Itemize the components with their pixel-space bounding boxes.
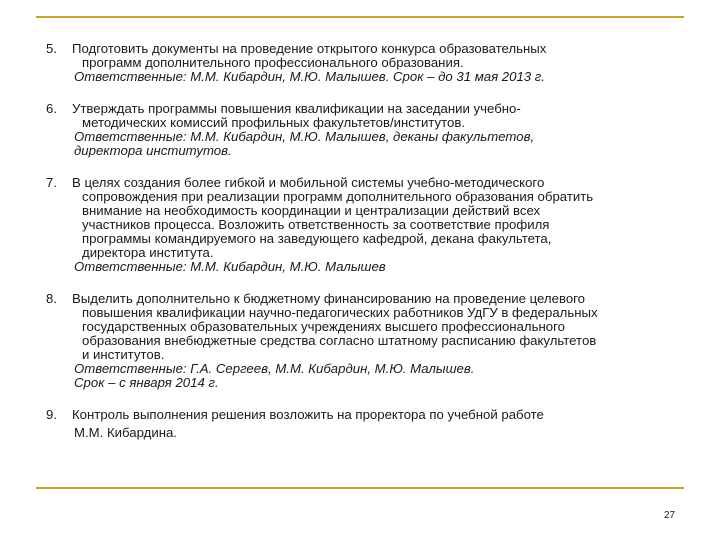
item-text-line: и институтов. <box>82 347 165 362</box>
deadline-line: Срок – с января 2014 г. <box>74 375 219 390</box>
list-item-6 <box>46 102 686 158</box>
item-text-line: участников процесса. Возложить ответственность за соответствие профиля <box>82 217 550 232</box>
item-text-line: повышения квалификации научно-педагогических работников УдГУ в федеральных <box>82 305 598 320</box>
item-text-line: методических комиссий профильных факультетов/институтов. <box>82 115 465 130</box>
responsible-line: Ответственные: М.М. Кибардин, М.Ю. Малышев <box>74 259 386 274</box>
list-item-7 <box>46 176 686 274</box>
responsible-line: Ответственные: Г.А. Сергеев, М.М. Кибардин, М.Ю. Малышев. <box>74 361 475 376</box>
bottom-rule <box>36 487 684 489</box>
item-text-line: внимание на необходимость координации и централизации действий всех <box>82 203 541 218</box>
list-item-9 <box>46 408 686 440</box>
item-text-line: Утверждать программы повышения квалификации на заседании учебно- <box>72 101 521 116</box>
item-text-line: государственных образовательных учреждениях высшего профессионального <box>82 319 565 334</box>
list-item-8 <box>46 292 686 390</box>
item-text-line: программы командируемого на заведующего кафедрой, декана факультета, <box>82 231 552 246</box>
item-text-line: В целях создания более гибкой и мобильной системы учебно-методического <box>72 175 545 190</box>
item-number: 5. <box>46 41 57 56</box>
item-text-line: программ дополнительного профессионального образования. <box>82 55 464 70</box>
item-text-line: директора института. <box>82 245 214 260</box>
item-text-line: Выделить дополнительно к бюджетному финансированию на проведение целевого <box>72 291 586 306</box>
item-number: 8. <box>46 291 57 306</box>
responsible-line: Ответственные: М.М. Кибардин, М.Ю. Малышев. Срок – до 31 мая 2013 г. <box>74 69 545 84</box>
item-number: 9. <box>46 407 57 422</box>
responsible-line: Ответственные: М.М. Кибардин, М.Ю. Малышев, деканы факультетов, <box>74 129 535 144</box>
item-text-line: образования внебюджетные средства согласно штатному расписанию факультетов <box>82 333 597 348</box>
page-number: 27 <box>664 510 676 521</box>
item-number: 6. <box>46 101 57 116</box>
item-text-line: Подготовить документы на проведение открытого конкурса образовательных <box>72 41 547 56</box>
responsible-line: директора институтов. <box>74 143 232 158</box>
list-item-5 <box>46 42 686 84</box>
item-text-line: М.М. Кибардина. <box>74 425 177 440</box>
item-text-line: сопровождения при реализации программ дополнительного образования обратить <box>82 189 594 204</box>
item-text-line: Контроль выполнения решения возложить на проректора по учебной работе <box>72 407 544 422</box>
top-rule <box>36 16 684 18</box>
item-number: 7. <box>46 175 57 190</box>
document-body <box>46 42 686 458</box>
